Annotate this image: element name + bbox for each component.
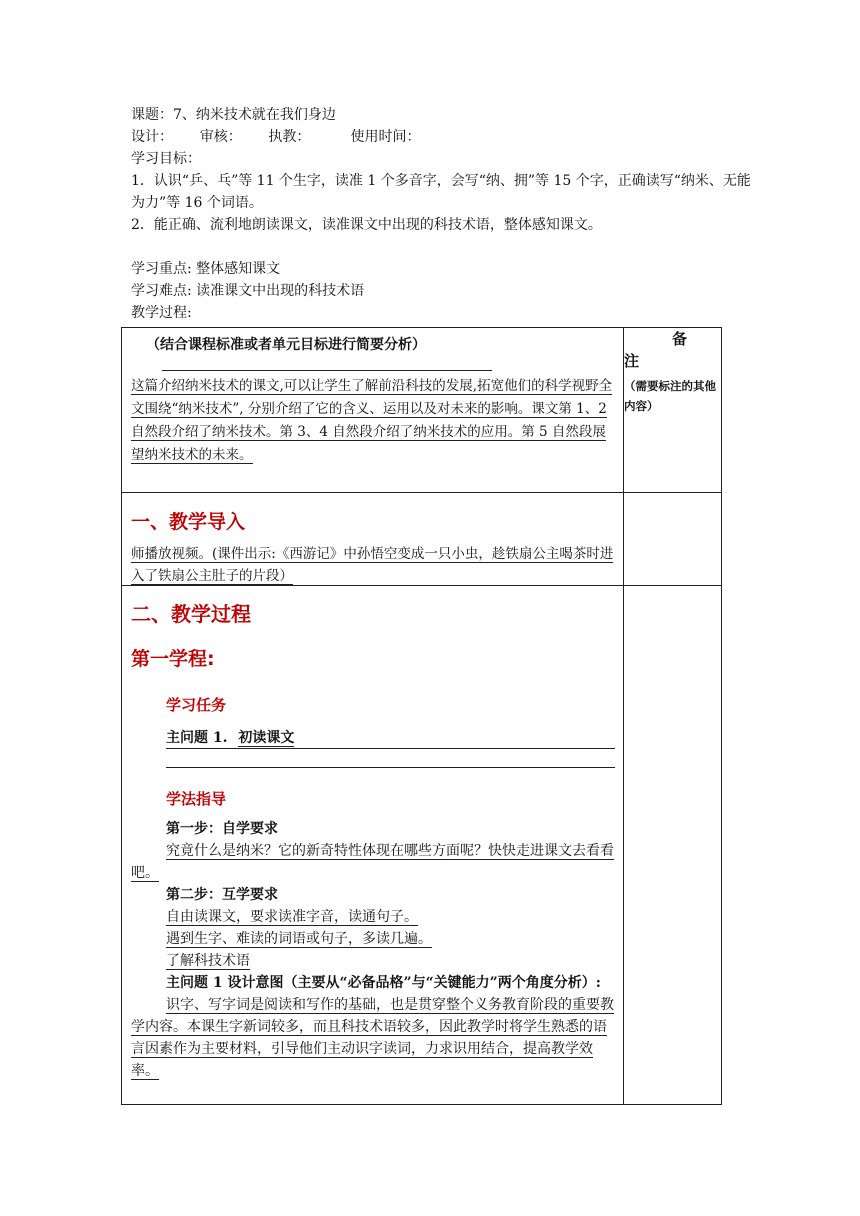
lesson-table [121, 327, 722, 1105]
remark-title-b: 注 [624, 352, 640, 370]
main-question [166, 728, 615, 749]
question-prefix: 主问题 1. [166, 730, 228, 746]
intent-body [131, 994, 615, 1082]
intro-text: 师播放视频。(课件出示:《西游记》中孙悟空变成一只小虫，趁铁扇公主喝茶时进入了铁扇公主肚子的片段） [131, 546, 614, 584]
question-title: 初读课文 [238, 730, 295, 746]
remark-title-a: 备 [672, 330, 688, 348]
process-label: 教学过程: [131, 305, 192, 321]
goal-2: 2．能正确、流利地朗读课文，读准课文中出现的科技术语，整体感知课文。 [131, 217, 602, 233]
remark-cell [624, 328, 722, 493]
step2-label: 第二步：互学要求 [166, 887, 278, 903]
intent-text: 识字、写字词是阅读和写作的基础，也是贯穿整个义务教育阶段的重要教学内容。本课生字新词较多，而且科技术语较多，因此教学时将学生熟悉的语言因素作为主要材料，引导他们主动识字读词，力求识用结合，提高教学效率。 [131, 997, 614, 1079]
process-heading: 二、教学过程 [131, 602, 251, 626]
intro-heading: 一、教学导入 [131, 511, 246, 533]
process-cell [122, 586, 624, 1105]
intro-remark-cell [624, 493, 722, 586]
step2-line-3: 了解科技术语 [166, 953, 250, 969]
lesson-meta: 设计： 审核： 执教： 使用时间： [131, 129, 421, 145]
key-point: 学习重点: 整体感知课文 [131, 261, 281, 277]
analysis-cell [122, 328, 624, 493]
goal-1: 1．认识“乒、乓”等 11 个生字，读准 1 个多音字，会写“纳、拥”等 15 个字，正确读写“纳米、无能为力”等 16 个词语。 [131, 173, 751, 211]
step1-body [131, 840, 615, 884]
goals-label: 学习目标： [131, 151, 201, 167]
method-label: 学法指导 [166, 790, 227, 808]
intent-label: 主问题 1 设计意图（主要从“必备品格”与“关键能力”两个角度分析）: [166, 975, 601, 991]
analysis-text: 这篇介绍纳米技术的课文,可以让学生了解前沿科技的发展,拓宽他们的科学视野全文围绕“纳米技术”, 分别介绍了它的含义、运用以及对未来的影响。课文第 1、2 自然段介绍了纳米技术。第 3、4 自然段介绍了纳米技术的应用。第 5 自然段展望纳米技术的未来。 [131, 378, 613, 463]
lesson-topic: 课题：7、纳米技术就在我们身边 [131, 107, 336, 123]
lesson-header [131, 104, 751, 324]
title-underline [162, 362, 492, 371]
analysis-title: （结合课程标准或者单元目标进行简要分析） [146, 337, 426, 353]
task-label: 学习任务 [166, 696, 227, 714]
step2-line-2: 遇到生字、难读的词语或句子，多读几遍。 [166, 931, 432, 947]
process-remark-cell [624, 586, 722, 1105]
blank-line [166, 749, 615, 768]
step2-line-1: 自由读课文，要求读准字音，读通句子。 [166, 909, 418, 925]
remark-note: （需要标注的其他内容） [624, 379, 716, 413]
stage-heading: 第一学程: [131, 648, 215, 670]
difficulty: 学习难点: 读准课文中出现的科技术语 [131, 283, 365, 299]
step1-label: 第一步：自学要求 [166, 821, 278, 837]
intro-cell [122, 493, 624, 586]
step1-text: 究竟什么是纳米？它的新奇特性体现在哪些方面呢？快快走进课文去看看吧。 [131, 843, 614, 881]
